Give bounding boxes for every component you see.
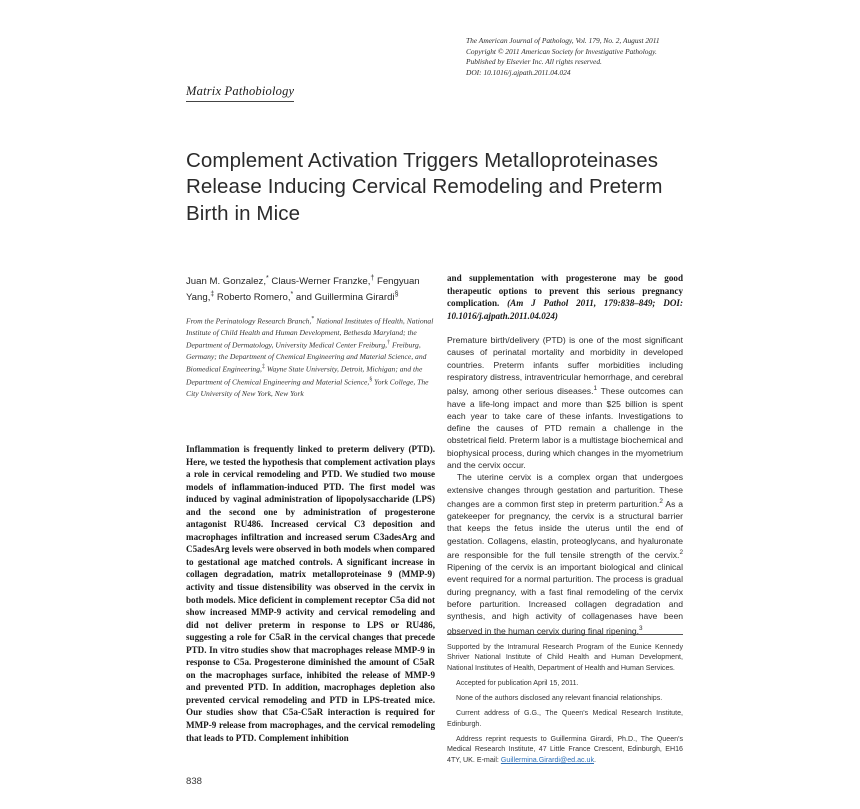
masthead-line-3: Published by Elsevier Inc. All rights reserved. bbox=[466, 57, 602, 67]
footnote-accepted: Accepted for publication April 15, 2011. bbox=[456, 678, 579, 687]
abstract-continuation: and supplementation with progesterone may be good therapeutic options to prevent this serious pregnancy complication. bbox=[447, 273, 683, 309]
footnote-current-address: Current address of G.G., The Queen's Medical Research Institute, Edinburgh. bbox=[447, 709, 683, 728]
masthead-line-2: Copyright © 2011 American Society for Investigative Pathology. bbox=[466, 46, 657, 56]
reference-marker: 2 bbox=[679, 548, 683, 556]
abstract-text-right bbox=[447, 272, 683, 322]
abstract-text-left: Inflammation is frequently linked to preterm delivery (PTD). Here, we tested the hypothesis that complement activation plays a role in cervical remodeling and PTD. We studied two mouse models of inflammation-induced PTD. The first model was induced by vaginal administration of lipopolysaccharide (LPS) and the second one by administration of progesterone antagonist RU486. Increased cervical C3 deposition and macrophages infiltration and increased serum C3adesArg and C5adesArg levels were observed in both models when compared to gestational age matched controls. A significant increase in collagen degradation, matrix metalloproteinase 9 (MMP-9) activity and tissue distensibility was observed in the cervix in both models. Mice deficient in complement receptor C5a did not show increased MMP-9 activity and cervical remodeling and did not deliver preterm in response to LPS or RU486, suggesting a role for C5aR in the cervical changes that precede PTD. In vitro studies show that macrophages release MMP-9 in response to C5a. Progesterone diminished the amount of C5aR on the macrophages surface, inhibited the release of MMP-9 and prevented PTD. In addition, macrophages depletion also prevented cervical remodeling and PTD in LPS-treated mice. Our studies show that C5a-C5aR interaction is required for MMP-9 release from macrophages, and the cervical remodeling that leads to PTD. Complement inhibition bbox=[186, 444, 435, 743]
section-heading: Matrix Pathobiology bbox=[186, 84, 294, 102]
reference-marker: 3 bbox=[639, 624, 643, 632]
contact-email-link[interactable]: Guillermina.Girardi@ed.ac.uk bbox=[500, 755, 595, 764]
footnote-reprint-text: Address reprint requests to Guillermina Girardi, Ph.D., The Queen's Medical Research Institute, 47 Little France Crescent, Edinburgh, EH16 4TY, UK. E-mail: bbox=[447, 735, 683, 764]
right-column bbox=[447, 272, 683, 637]
body-text bbox=[447, 334, 683, 637]
masthead-line-1: The American Journal of Pathology, Vol. 179, No. 2, August 2011 bbox=[466, 36, 660, 45]
reference-marker: 1 bbox=[593, 385, 598, 393]
reference-marker: 2 bbox=[659, 497, 663, 505]
masthead-line-4: DOI: 10.1016/j.ajpath.2011.04.024 bbox=[466, 67, 571, 77]
left-column bbox=[186, 272, 434, 400]
abstract-citation: (Am J Pathol 2011, 179:838–849; DOI: 10.1016/j.ajpath.2011.04.024) bbox=[447, 298, 683, 321]
author-list: Juan M. Gonzalez,* Claus-Werner Franzke,† Fengyuan Yang,‡ Roberto Romero,* and Guillermina Girardi§ bbox=[186, 275, 420, 304]
footnotes-block bbox=[447, 634, 683, 770]
footnote-support: Supported by the Intramural Research Program of the Eunice Kennedy Shriver National Institute of Child Health and Human Development, National Institutes of Health, Department of Health and Human Services. bbox=[447, 643, 683, 672]
page-title: Complement Activation Triggers Metalloproteinases Release Inducing Cervical Remodeling and Preterm Birth in Mice bbox=[186, 148, 663, 225]
body-paragraph: Premature birth/delivery (PTD) is one of the most significant causes of perinatal mortality and morbidity in developed countries. Preterm infants suffer morbidities including respiratory distress, intraventricular hemorrhage, and cerebral palsy, among other serious diseases.$^1$ These outcomes can have a life-long impact and more than $25 billion is spent each year to take care of these infants. Investigations to define the causes of PTD remain a challenge in the obstetrical field. Preterm labor is a multistage biochemical and biophysical process, during which changes in the myometrium and the cervix occur. bbox=[447, 335, 683, 471]
affiliation-block: From the Perinatology Research Branch,* National Institutes of Health, National Institute of Child Health and Human Development, Bethesda Maryland; the Department of Dermatology, University Medical Center Freiburg,† Freiburg, Germany; the Department of Chemical Engineering and Material Science, and Biomedical Engineering,‡ Wayne State University, Detroit, Michigan; and the Department of Chemical Engineering and Material Science,§ York College, The City University of New York, New York bbox=[186, 315, 434, 399]
journal-masthead bbox=[466, 36, 686, 78]
footnote-reprint bbox=[447, 734, 683, 765]
footnote-reprint-suffix: . bbox=[594, 755, 597, 764]
body-paragraph: The uterine cervix is a complex organ that undergoes extensive changes through gestation and parturition. These changes are a common first step in preterm parturition.$^2$ As a gatekeeper for pregnancy, the cervix is a structural barrier that keeps the fetus inside the uterus until the end of gestation. Collagens, elastin, proteoglycans, and hyaluronate are responsible for the full tensile strength of the cervix.$^2$ Ripening of the cervix is an important biological and clinical event required for a normal parturition. The process is gradual during pregnancy, with a fast final remodeling of the cervix before parturition. Increased collagen degradation and synthesis, and high activity of collagenases have been observed in the human cervix during final ripening.$^3$ bbox=[447, 472, 683, 636]
footnote-disclosure: None of the authors disclosed any relevant financial relationships. bbox=[456, 694, 663, 703]
page-number: 838 bbox=[186, 776, 203, 787]
